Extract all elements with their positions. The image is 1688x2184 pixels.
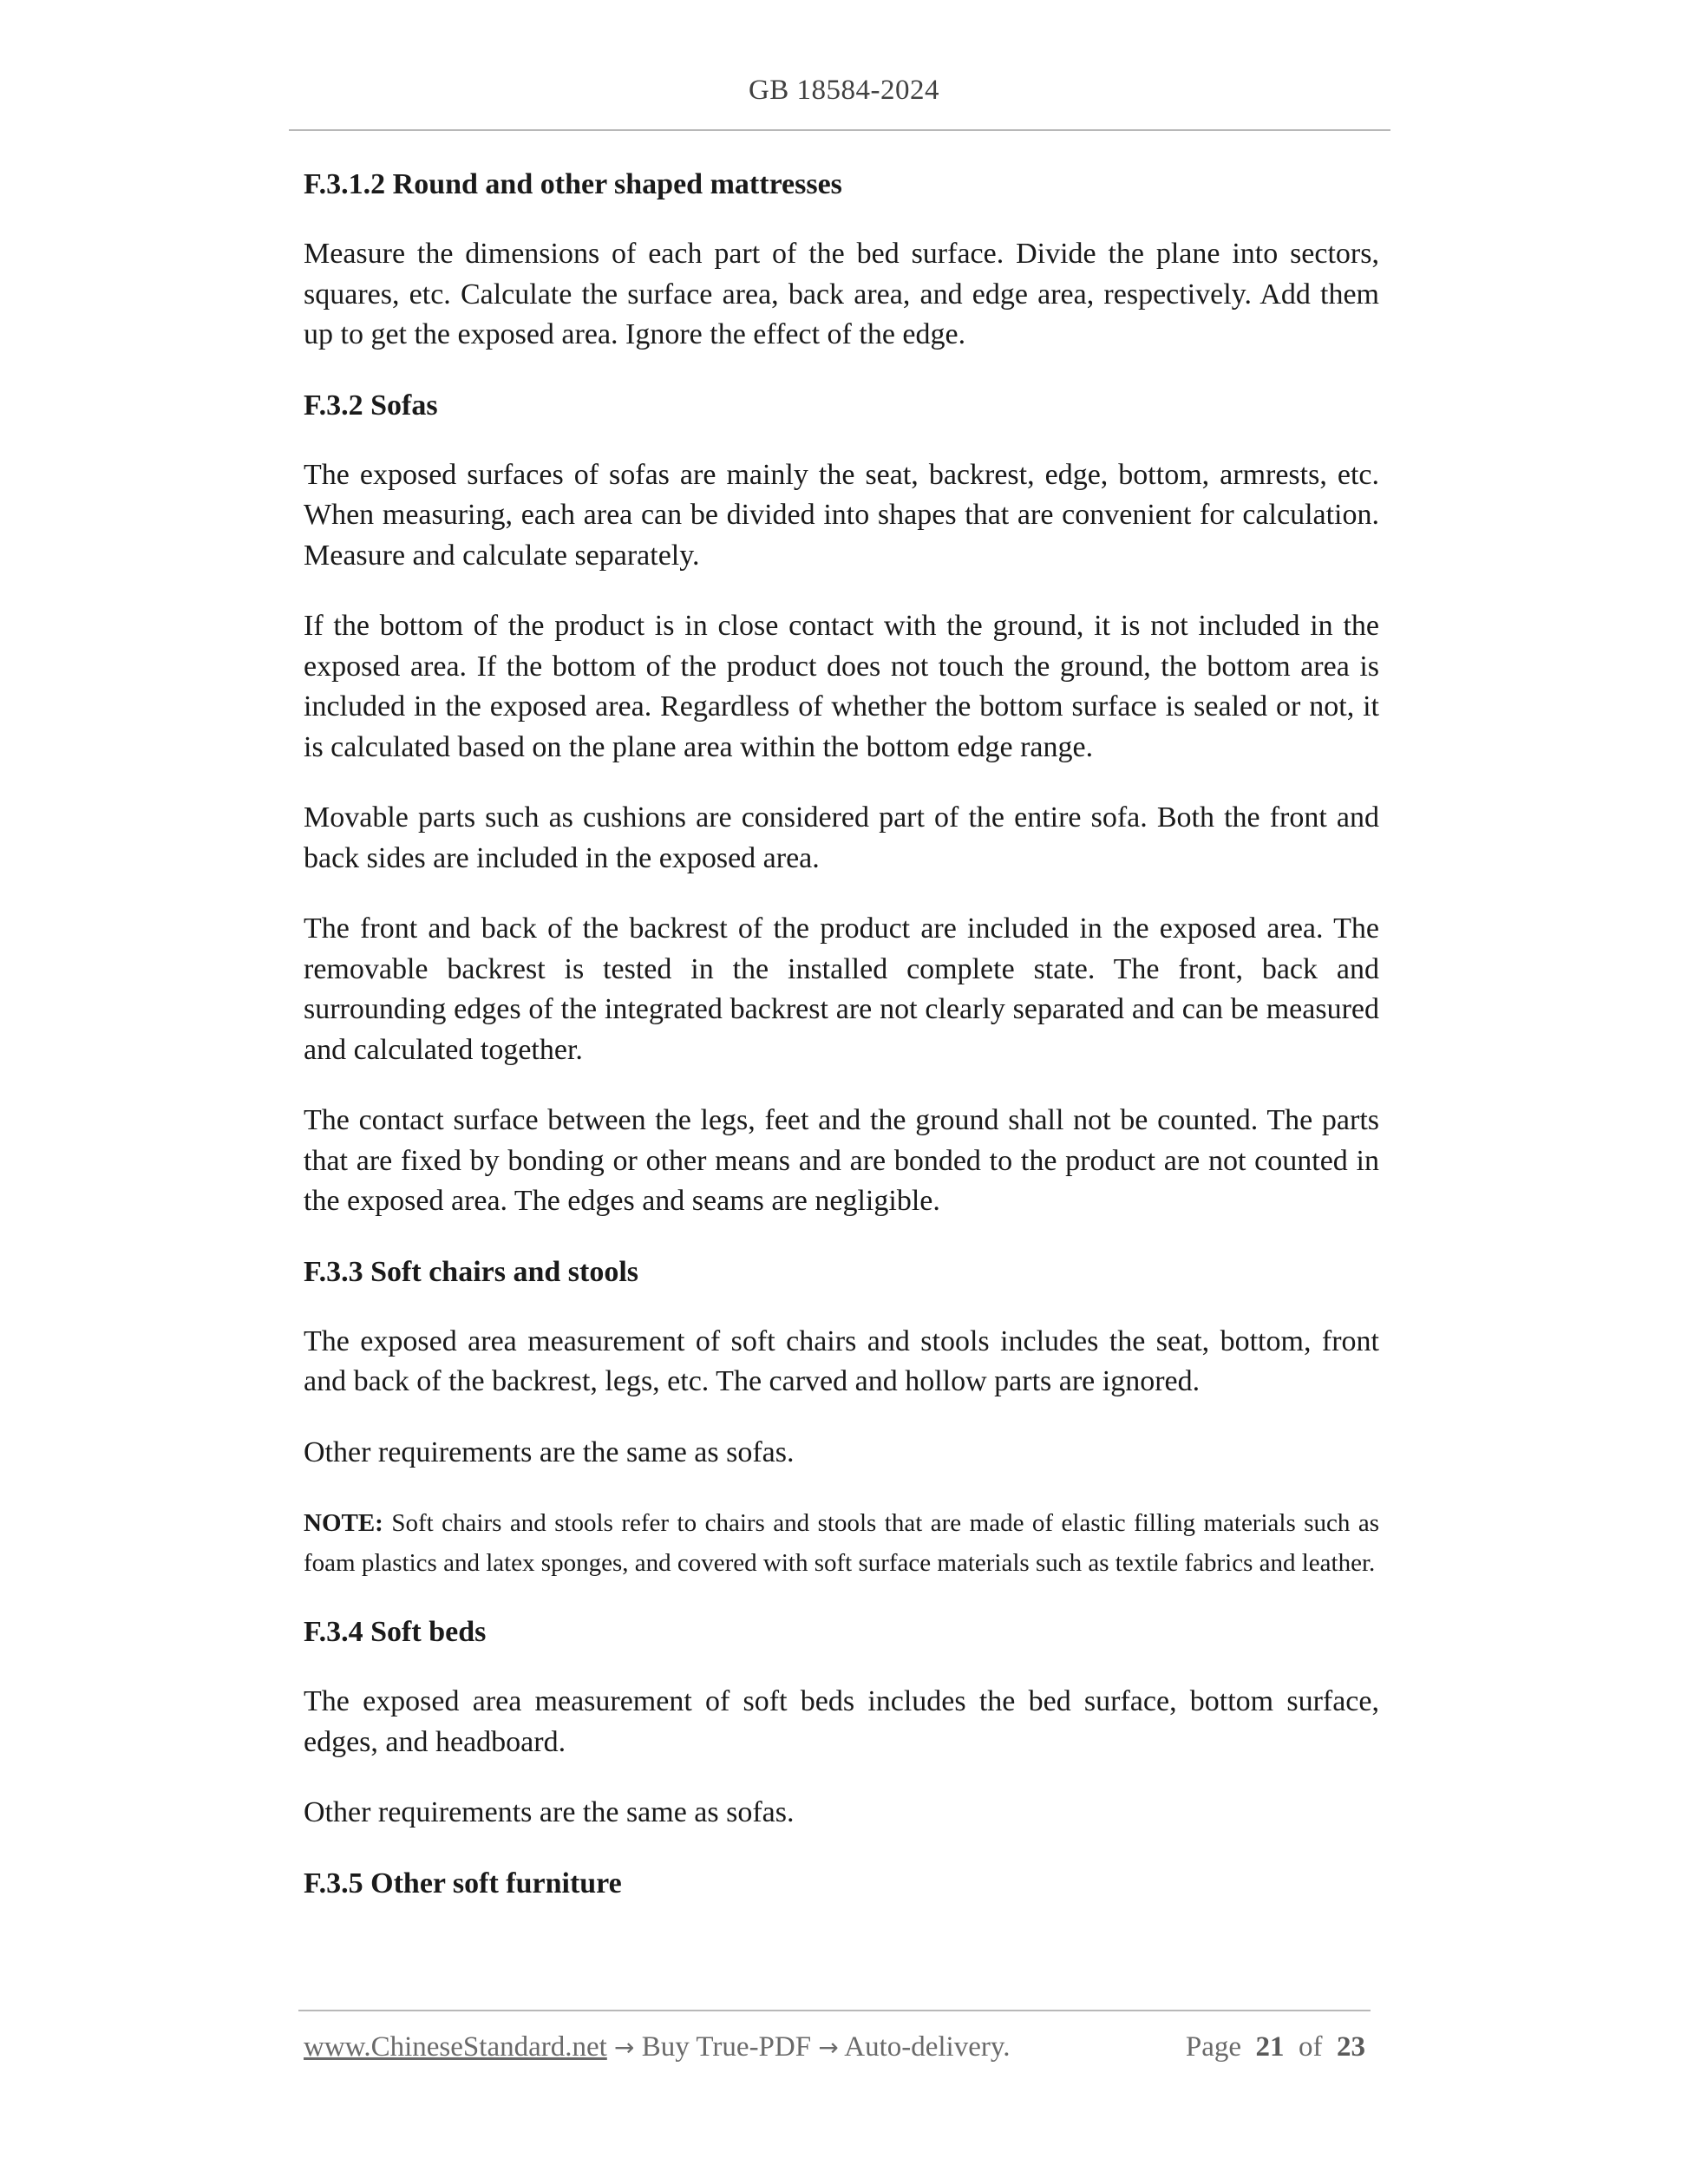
note-text: Soft chairs and stools refer to chairs and stools that are made of elastic filling materials such as foam plastics and latex sponges, and covered with soft surface materials such as textile fabrics and leather.: [304, 1509, 1380, 1577]
header-divider: [289, 129, 1390, 131]
paragraph: Other requirements are the same as sofas.: [304, 1796, 795, 1828]
page-indicator: [1186, 2031, 1365, 2063]
document-body: [304, 165, 1379, 1933]
section-heading: F.3.1.2 Round and other shaped mattresses: [304, 168, 842, 200]
footer-divider: [298, 2010, 1371, 2011]
auto-delivery-text: Auto-delivery.: [844, 2031, 1011, 2063]
page-label: Page: [1185, 2031, 1241, 2063]
website-link[interactable]: www.ChineseStandard.net: [304, 2031, 607, 2063]
document-header-title: GB 18584-2024: [748, 75, 940, 106]
note-block: [304, 1503, 1379, 1583]
note-label: NOTE:: [304, 1509, 383, 1537]
paragraph: The contact surface between the legs, feet and the ground shall not be counted. The parts that are fixed by bonding or other means and are bonded to the product are not counted in the exposed area. The edges and seams are negligible.: [304, 1104, 1379, 1217]
arrow-right-icon: →: [614, 2033, 635, 2062]
paragraph: If the bottom of the product is in close contact with the ground, it is not included in the exposed area. If the bottom of the product does not touch the ground, the bottom area is included in the exposed area. Regardless of whether the bottom surface is sealed or not, it is calculated based on the plane area within the bottom edge range.: [304, 610, 1379, 763]
page-current: 21: [1255, 2031, 1285, 2063]
arrow-right-icon: →: [818, 2033, 839, 2062]
section-heading: F.3.5 Other soft furniture: [304, 1867, 622, 1900]
page-total: 23: [1337, 2031, 1365, 2063]
section-heading: F.3.4 Soft beds: [304, 1616, 487, 1648]
paragraph: The exposed surfaces of sofas are mainly the seat, backrest, edge, bottom, armrests, etc. When measuring, each area can be divided into shapes that are convenient for calculation. Measure and calculate separately.: [304, 458, 1379, 572]
paragraph: The exposed area measurement of soft chairs and stools includes the seat, bottom, front and back of the backrest, legs, etc. The carved and hollow parts are ignored.: [304, 1324, 1379, 1397]
paragraph: Movable parts such as cushions are considered part of the entire sofa. Both the front and back sides are included in the exposed area.: [304, 801, 1379, 874]
section-heading: F.3.3 Soft chairs and stools: [304, 1255, 639, 1288]
paragraph: Other requirements are the same as sofas.: [304, 1435, 795, 1468]
footer-promo: [304, 2031, 1010, 2063]
page-of-label: of: [1299, 2031, 1323, 2063]
buy-true-pdf-text: Buy True-PDF: [641, 2031, 812, 2063]
paragraph: The front and back of the backrest of the product are included in the exposed area. The removable backrest is tested in the installed complete state. The front, back and surrounding edges of the integrated backrest are not clearly separated and can be measured and calculated together.: [304, 912, 1379, 1066]
paragraph: The exposed area measurement of soft beds includes the bed surface, bottom surface, edges, and headboard.: [304, 1685, 1379, 1758]
section-heading: F.3.2 Sofas: [304, 389, 438, 422]
paragraph: Measure the dimensions of each part of the bed surface. Divide the plane into sectors, squares, etc. Calculate the surface area, back area, and edge area, respectively. Add them up to get the exposed area. Ignore the effect of the edge.: [304, 238, 1379, 350]
